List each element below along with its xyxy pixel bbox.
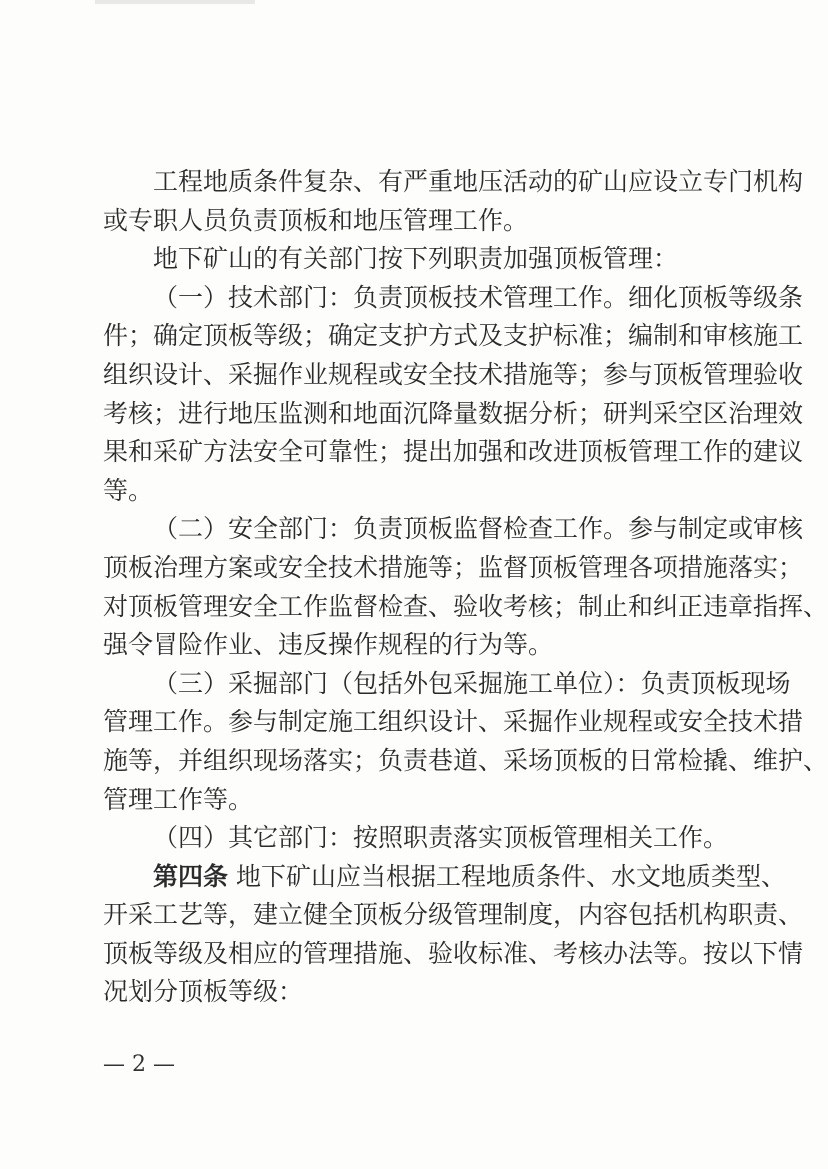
text-line: 地下矿山的有关部门按下列职责加强顶板管理： xyxy=(153,244,679,274)
article-4-line: 顶板等级及相应的管理措施、验收标准、考核办法等。按以下情 xyxy=(103,938,804,968)
text-line: 对顶板管理安全工作监督检查、验收考核；制止和纠正违章指挥、 xyxy=(103,591,828,621)
text-line: 管理工作等。 xyxy=(103,784,254,814)
text-line: 顶板治理方案或安全技术措施等；监督顶板管理各项措施落实； xyxy=(103,552,804,582)
text-line: 或专职人员负责顶板和地压管理工作。 xyxy=(103,205,529,235)
text-line: 件；确定顶板等级；确定支护方式及支护标准；编制和审核施工 xyxy=(103,321,804,351)
text-line: 强令冒险作业、违反操作规程的行为等。 xyxy=(103,630,554,660)
scan-artifact xyxy=(95,0,255,4)
article-4-line: 开采工艺等，建立健全顶板分级管理制度，内容包括机构职责、 xyxy=(103,900,804,930)
text-line: 工程地质条件复杂、有严重地压活动的矿山应设立专门机构 xyxy=(153,167,804,196)
text-line: （二）安全部门：负责顶板监督检查工作。参与制定或审核 xyxy=(153,514,804,544)
text-line: 考核；进行地压监测和地面沉降量数据分析；研判采空区治理效 xyxy=(103,398,804,428)
text-line: 组织设计、采掘作业规程或安全技术措施等；参与顶板管理验收 xyxy=(103,359,804,389)
text-line: （一）技术部门：负责顶板技术管理工作。细化顶板等级条 xyxy=(153,282,804,312)
text-line: 管理工作。参与制定施工组织设计、采掘作业规程或安全技术措 xyxy=(103,707,804,737)
article-4-first-line: 第四条 地下矿山应当根据工程地质条件、水文地质类型、 xyxy=(153,861,786,891)
text-line: （四）其它部门：按照职责落实顶板管理相关工作。 xyxy=(153,823,729,853)
page-number: — 2 — xyxy=(103,1052,175,1077)
article-4-heading: 第四条 xyxy=(153,861,229,891)
text-line: （三）采掘部门（包括外包采掘施工单位）：负责顶板现场 xyxy=(153,668,791,698)
text-line: 果和采矿方法安全可靠性；提出加强和改进顶板管理工作的建议 xyxy=(103,437,804,467)
text-line: 等。 xyxy=(103,475,154,505)
article-4-line: 况划分顶板等级： xyxy=(103,977,304,1007)
document-body xyxy=(103,163,828,1012)
text-line: 施等，并组织现场落实；负责巷道、采场顶板的日常检撬、维护、 xyxy=(103,745,828,775)
